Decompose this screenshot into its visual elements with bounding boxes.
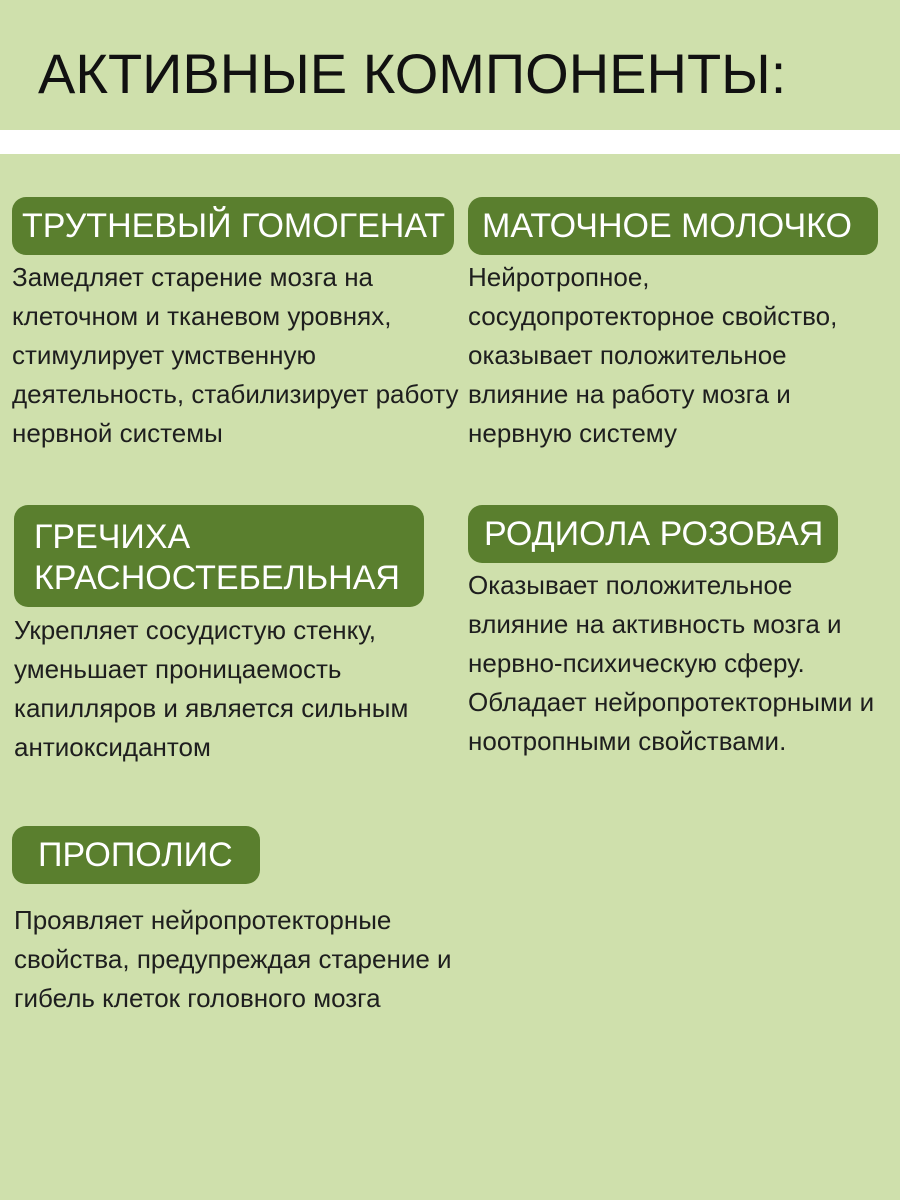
component-badge-rhodiola-rosea: РОДИОЛА РОЗОВАЯ: [468, 505, 838, 563]
component-description-red-stem-buckwheat: Укрепляет сосудистую стенку, уменьшает проницаемость капилляров и является сильным антиоксидантом: [14, 615, 409, 762]
component-description-propolis: Проявляет нейропротекторные свойства, предупреждая старение и гибель клеток головного мозга: [14, 905, 452, 1013]
component-badge-propolis: ПРОПОЛИС: [12, 826, 260, 884]
page-title: АКТИВНЫЕ КОМПОНЕНТЫ:: [38, 42, 787, 105]
component-badge-drone-homogenate: ТРУТНЕВЫЙ ГОМОГЕНАТ: [12, 197, 454, 255]
component-description-royal-jelly: Нейротропное, сосудопротекторное свойство, оказывает положительное влияние на работу мозга и нервную систему: [468, 262, 838, 448]
header: [0, 0, 900, 130]
component-badge-red-stem-buckwheat: ГРЕЧИХА КРАСНОСТЕБЕЛЬНАЯ: [14, 505, 424, 607]
component-description-drone-homogenate: Замедляет старение мозга на клеточном и тканевом уровнях, стимулирует умственную деятельность, стабилизирует работу нервной системы: [12, 262, 459, 448]
component-description-rhodiola-rosea: Оказывает положительное влияние на активность мозга и нервно-психическую сферу. Обладает нейропротекторными и ноотропными свойствами.: [468, 570, 875, 756]
component-badge-royal-jelly: МАТОЧНОЕ МОЛОЧКО: [468, 197, 878, 255]
header-divider: [0, 130, 900, 154]
